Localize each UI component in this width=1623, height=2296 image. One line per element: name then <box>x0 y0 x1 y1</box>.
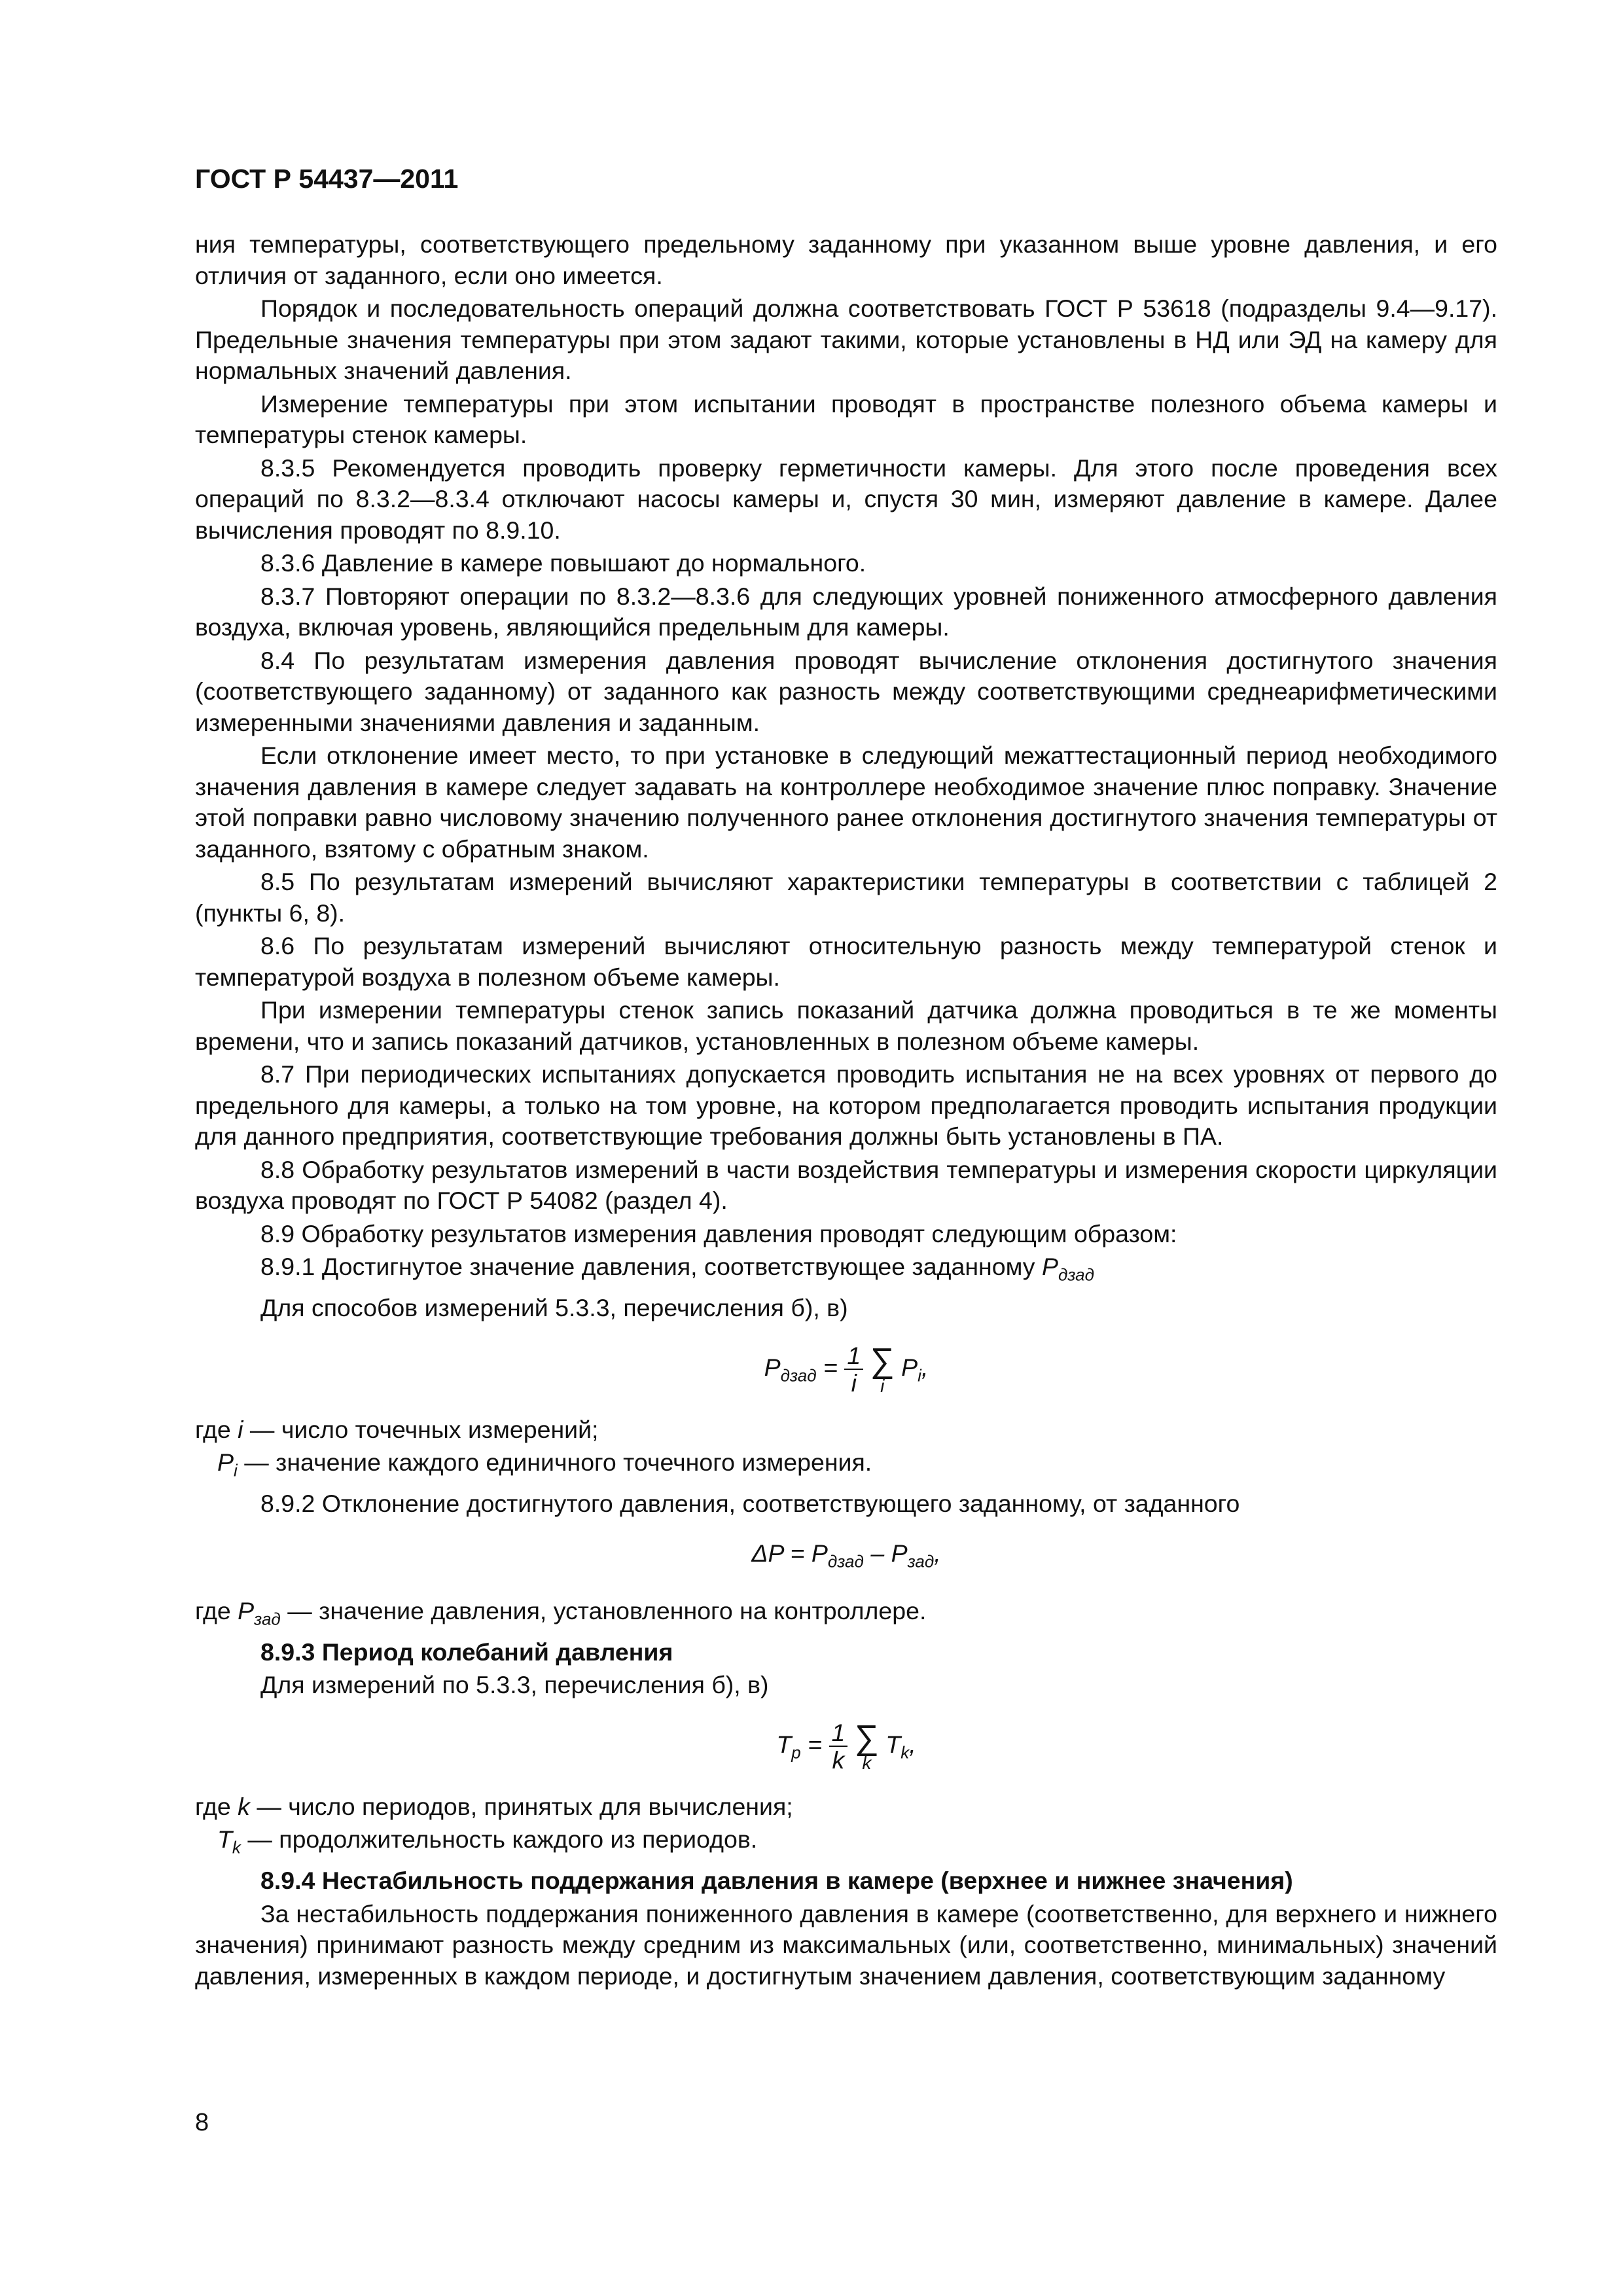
fraction <box>829 1719 848 1773</box>
where-text: — значение каждого единичного точечного измерения. <box>244 1448 872 1476</box>
paragraph-8-3-6: 8.3.6 Давление в камере повышают до нормального. <box>260 549 866 577</box>
denominator: i <box>851 1369 857 1397</box>
page-number: 8 <box>195 2109 209 2136</box>
paragraph: Измерение температуры при этом испытании проводят в пространстве полезного объема камеры и температуры стенок камеры. <box>195 389 1497 448</box>
fraction <box>844 1342 863 1396</box>
subscript-p: p <box>791 1742 801 1762</box>
symbol-p: P <box>764 1353 781 1381</box>
formula-p-dzad <box>195 1342 1497 1396</box>
document-body <box>195 229 1497 1994</box>
paragraph-8-4: 8.4 По результатам измерения давления проводят вычисление отклонения достигнутого значения (соответствующего заданному) от заданного как разность между соответствующими среднеарифметическими измеренными значениями давления и заданным. <box>195 646 1497 736</box>
subscript-k: k <box>232 1837 241 1857</box>
comma: , <box>921 1353 929 1381</box>
symbol-p: P <box>238 1596 255 1624</box>
equals-sign: = <box>823 1353 838 1381</box>
paragraph-8-3-7: 8.3.7 Повторяют операции по 8.3.2—8.3.6 для следующих уровней пониженного атмосферного давления воздуха, включая уровень, являющийся предельным для камеры. <box>195 582 1497 641</box>
numerator: 1 <box>829 1719 848 1747</box>
sigma-symbol: ∑ <box>870 1341 895 1380</box>
where-text: — число точечных измерений; <box>249 1415 599 1443</box>
paragraph-8-6: 8.6 По результатам измерений вычисляют относительную разность между температурой стенок и температурой воздуха в полезном объеме камеры. <box>195 932 1497 991</box>
subscript-dzad: дзад <box>780 1365 817 1385</box>
paragraph: Для измерений по 5.3.3, перечисления б), в) <box>260 1671 769 1698</box>
subscript-i: i <box>918 1365 921 1385</box>
paragraph: При измерении температуры стенок запись показаний датчика должна проводиться в те же моменты времени, что и запись показаний датчиков, установленных в полезном объеме камеры. <box>195 996 1497 1055</box>
formula-delta-p <box>195 1538 1497 1577</box>
symbol-delta-p: ΔP <box>751 1539 784 1567</box>
sigma-symbol: ∑ <box>854 1718 879 1757</box>
document-header: ГОСТ Р 54437—2011 <box>195 164 459 194</box>
paragraph-8-5: 8.5 По результатам измерений вычисляют характеристики температуры в соответствии с таблицей 2 (пункты 6, 8). <box>195 868 1497 927</box>
paragraph: Если отклонение имеет место, то при установке в следующий межаттестационный период необходимого значения давления в камере следует задавать на контроллере необходимое значение плюс поправку. Значение этой поправки равно числовому значению полученного ранее отклонения достигнутого значения температуры от заданного, взятому с обратным знаком. <box>195 742 1497 863</box>
where-word: где <box>195 1415 231 1443</box>
paragraph-8-7: 8.7 При периодических испытаниях допускается проводить испытания не на всех уровнях от первого до предельного для камеры, а только на том уровне, на котором предполагается проводить испытания продукции для данного предприятия, соответствующие требования должны быть установлены в ПА. <box>195 1060 1497 1150</box>
where-text: — значение давления, установленного на контроллере. <box>287 1596 927 1624</box>
where-word: где <box>195 1596 231 1624</box>
symbol-p: P <box>1041 1253 1058 1280</box>
comma: , <box>909 1730 916 1758</box>
section-heading-8-9-3: 8.9.3 Период колебаний давления <box>260 1638 673 1666</box>
sum-operator <box>854 1718 879 1773</box>
symbol-p: P <box>891 1539 908 1567</box>
where-clause <box>195 1824 1497 1863</box>
subscript-k: k <box>901 1742 910 1762</box>
symbol-t: T <box>217 1825 232 1853</box>
symbol-i: i <box>238 1415 243 1443</box>
paragraph-8-3-5: 8.3.5 Рекомендуется проводить проверку герметичности камеры. Для этого после проведения всех операций по 8.3.2—8.3.4 отключают насосы камеры и, спустя 30 мин, измеряют давление в камере. Далее вычисления проводят по 8.9.10. <box>195 454 1497 544</box>
subscript-i: i <box>234 1460 238 1480</box>
formula-tp <box>195 1719 1497 1773</box>
paragraph-text: 8.9.1 Достигнутое значение давления, соответствующее заданному <box>260 1253 1035 1280</box>
where-clause <box>195 1414 1497 1446</box>
where-word: где <box>195 1792 231 1820</box>
subscript-zad: зад <box>254 1609 281 1628</box>
equals-sign: = <box>808 1730 823 1758</box>
subscript-dzad: дзад <box>827 1551 864 1571</box>
where-clause <box>195 1596 1497 1635</box>
section-heading-8-9-4: 8.9.4 Нестабильность поддержания давления в камере (верхнее и нижнее значения) <box>260 1867 1293 1894</box>
symbol-p: P <box>901 1353 918 1381</box>
where-clause <box>195 1447 1497 1486</box>
minus-sign: – <box>870 1539 885 1567</box>
comma: , <box>934 1539 941 1567</box>
paragraph-8-9: 8.9 Обработку результатов измерения давления проводят следующим образом: <box>260 1219 1177 1247</box>
paragraph-8-9-1 <box>195 1251 1497 1291</box>
where-text: — число периодов, принятых для вычисления; <box>257 1792 793 1820</box>
numerator: 1 <box>844 1342 863 1370</box>
symbol-t: T <box>776 1730 792 1758</box>
symbol-k: k <box>238 1792 250 1820</box>
sum-index: i <box>880 1375 885 1396</box>
paragraph: Для способов измерений 5.3.3, перечисления б), в) <box>260 1294 848 1321</box>
paragraph-8-9-2: 8.9.2 Отклонение достигнутого давления, соответствующего заданному, от заданного <box>260 1490 1240 1517</box>
paragraph: Порядок и последовательность операций должна соответствовать ГОСТ Р 53618 (подразделы 9.4—9.17). Предельные значения температуры при этом задают такими, которые установлены в НД или ЭД на камеру для нормальных значений давления. <box>195 295 1497 384</box>
symbol-p: P <box>217 1448 234 1476</box>
symbol-p: P <box>811 1539 828 1567</box>
symbol-t: T <box>885 1730 901 1758</box>
subscript-zad: зад <box>907 1551 935 1571</box>
paragraph: ния температуры, соответствующего предельному заданному при указанном выше уровне давления, и его отличия от заданного, если оно имеется. <box>195 230 1497 289</box>
subscript-dzad: дзад <box>1058 1265 1094 1285</box>
where-text: — продолжительность каждого из периодов. <box>247 1825 758 1853</box>
paragraph-8-8: 8.8 Обработку результатов измерений в части воздействия температуры и измерения скорости циркуляции воздуха проводят по ГОСТ Р 54082 (раздел 4). <box>195 1155 1497 1214</box>
where-clause <box>195 1791 1497 1823</box>
sum-index: k <box>862 1752 872 1773</box>
sum-operator <box>870 1341 895 1396</box>
equals-sign: = <box>790 1539 805 1567</box>
paragraph: За нестабильность поддержания пониженного давления в камере (соответственно, для верхнего и нижнего значения) принимают разность между средним из максимальных (или, соответственно, минимальных) значений давления, измеренных в каждом периоде, и достигнутым значением давления, соответствующим заданному <box>195 1899 1497 1990</box>
denominator: k <box>832 1746 845 1774</box>
